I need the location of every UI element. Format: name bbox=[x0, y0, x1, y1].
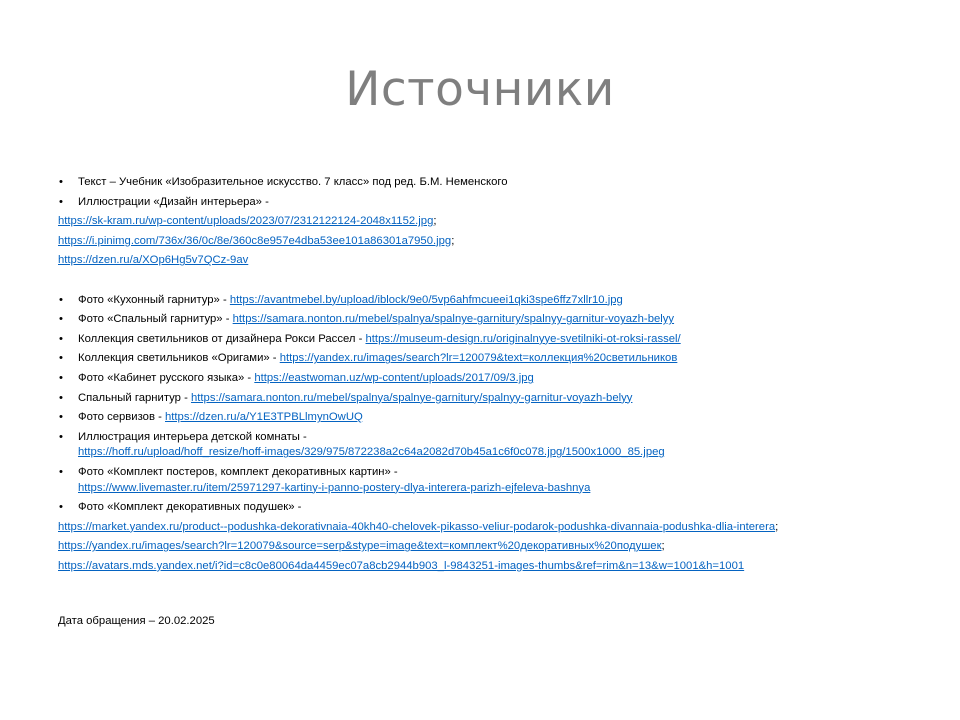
source-item-label: • Иллюстрация интерьера детской комнаты - bbox=[58, 428, 938, 448]
source-item bbox=[58, 330, 938, 350]
source-item-label: Фото «Кухонный гарнитур» - bbox=[78, 293, 230, 306]
source-item-label: • Фото «Комплект постеров, комплект декоративных картин» - bbox=[58, 463, 938, 483]
sources-list bbox=[58, 173, 938, 632]
link-suffix: ; bbox=[451, 234, 455, 247]
source-item-label: Коллекция светильников от дизайнера Рокси Рассел - bbox=[78, 332, 366, 345]
source-item bbox=[58, 291, 938, 311]
link-suffix: ; bbox=[775, 520, 779, 533]
source-item-label: Спальный гарнитур - bbox=[78, 391, 191, 404]
text-source-item: • Текст – Учебник «Изобразительное искусство. 7 класс» под ред. Б.М. Неменского bbox=[58, 173, 938, 193]
spacer bbox=[58, 576, 938, 612]
pillows-label: • Фото «Комплект декоративных подушек» - bbox=[58, 498, 938, 518]
source-link[interactable]: https://dzen.ru/a/Y1E3TPBLlmynOwUQ bbox=[165, 411, 363, 424]
illustration-link-row bbox=[58, 251, 938, 271]
source-item-label: Фото «Кабинет русского языка» - bbox=[78, 371, 255, 384]
illustration-link-row bbox=[58, 232, 938, 252]
source-link[interactable]: https://avantmebel.by/upload/iblock/9e0/5vp6ahfmcueei1qki3spe6ffz7xllr10.jpg bbox=[229, 293, 623, 306]
source-item-label: Фото сервизов - bbox=[78, 411, 165, 424]
source-link[interactable]: https://museum-design.ru/originalnyye-svetilniki-ot-roksi-rassel/ bbox=[365, 332, 681, 345]
source-link[interactable]: https://i.pinimg.com/736x/36/0c/8e/360c8e957e4dba53ee101a86301a7950.jpg bbox=[58, 234, 452, 247]
source-link[interactable]: https://eastwoman.uz/wp-content/uploads/2017/09/3.jpg bbox=[254, 371, 534, 384]
source-item bbox=[58, 389, 938, 409]
pillow-link-row bbox=[58, 557, 938, 577]
source-item-label: Фото «Спальный гарнитур» - bbox=[78, 313, 233, 326]
source-link[interactable]: https://samara.nonton.ru/mebel/spalnya/spalnye-garnitury/spalnyy-garnitur-voyazh-belyy bbox=[232, 313, 675, 326]
source-item bbox=[58, 310, 938, 330]
source-item bbox=[58, 408, 938, 428]
slide-title: Источники bbox=[345, 62, 615, 117]
source-link[interactable]: https://market.yandex.ru/product--podushka-dekorativnaia-40kh40-chelovek-pikasso-veliur-podarok-podushka-divannaia-podushka-dlia-interera bbox=[58, 520, 776, 533]
source-link[interactable]: https://yandex.ru/images/search?lr=120079&source=serp&stype=image&text=комплект%20декоративных%20подушек bbox=[58, 540, 662, 553]
pillow-link-row bbox=[58, 537, 938, 557]
source-link[interactable]: https://avatars.mds.yandex.net/i?id=c8c0e80064da4459ec07a8cb2944b903_l-9843251-images-thumbs&ref=rim&n=13&w=1001&h=1001 bbox=[58, 559, 745, 572]
illustrations-label: • Иллюстрации «Дизайн интерьера» - bbox=[58, 193, 938, 213]
source-link[interactable]: https://dzen.ru/a/XOp6Hg5v7QCz-9av bbox=[58, 254, 249, 267]
pillow-link-row bbox=[58, 518, 938, 538]
source-link[interactable]: https://sk-kram.ru/wp-content/uploads/2023/07/2312122124-2048x1152.jpg bbox=[58, 215, 434, 228]
spacer bbox=[58, 271, 938, 291]
link-suffix: ; bbox=[661, 540, 665, 553]
source-link[interactable]: https://yandex.ru/images/search?lr=120079&text=коллекция%20светильников bbox=[279, 352, 678, 365]
source-item bbox=[58, 369, 938, 389]
source-link[interactable]: https://www.livemaster.ru/item/25971297-kartiny-i-panno-postery-dlya-interera-parizh-ejfeleva-bashnya bbox=[78, 481, 591, 494]
source-link[interactable]: https://hoff.ru/upload/hoff_resize/hoff-images/329/975/872238a2c64a2082d70b45a1c6f0c078.jpg/1500x1000_85.jpeg bbox=[78, 446, 665, 459]
source-item-label: Коллекция светильников «Оригами» - bbox=[78, 352, 280, 365]
source-link[interactable]: https://samara.nonton.ru/mebel/spalnya/spalnye-garnitury/spalnyy-garnitur-voyazh-belyy bbox=[190, 391, 633, 404]
illustration-link-row bbox=[58, 212, 938, 232]
link-suffix: ; bbox=[433, 215, 437, 228]
access-date: Дата обращения – 20.02.2025 bbox=[58, 615, 215, 628]
source-item bbox=[58, 349, 938, 369]
